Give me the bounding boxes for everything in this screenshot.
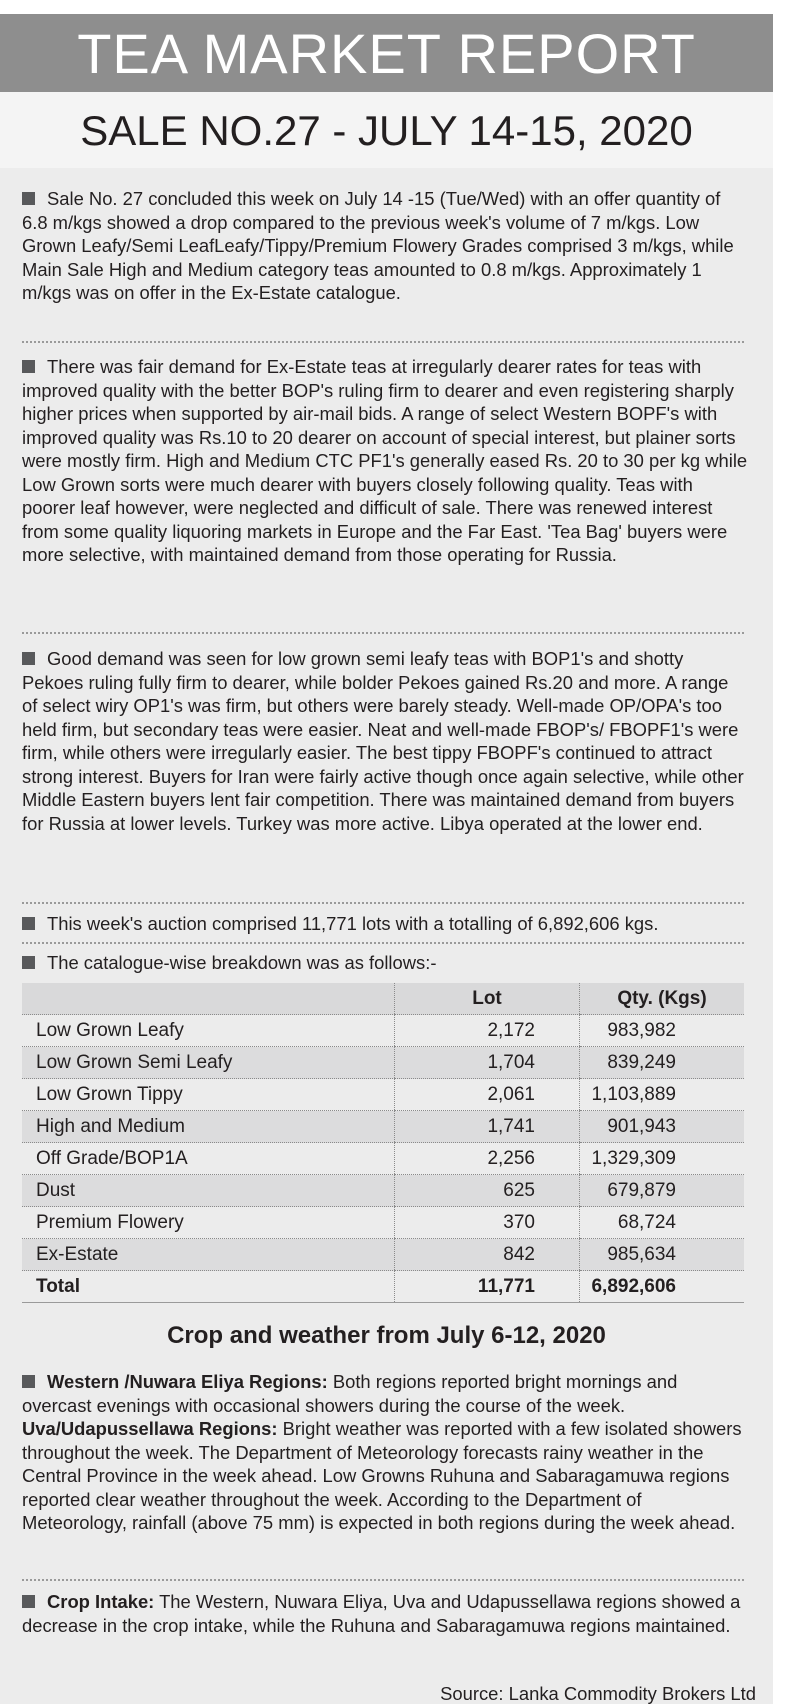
crop-intake-label: Crop Intake: (47, 1591, 155, 1612)
square-bullet-icon (22, 192, 35, 205)
sale-subtitle: SALE NO.27 - JULY 14-15, 2020 (80, 107, 693, 154)
square-bullet-icon (22, 1595, 35, 1608)
table-row: Low Grown Tippy 2,061 1,103,889 (22, 1079, 744, 1111)
dotted-divider (22, 341, 744, 343)
western-region-label: Western /Nuwara Eliya Regions: (47, 1371, 328, 1392)
paragraph-breakdown-intro: The catalogue-wise breakdown was as follows:- (22, 951, 748, 975)
paragraph-crop-intake: Crop Intake: The Western, Nuwara Eliya, Uva and Udapussellawa regions showed a decrease in the crop intake, while the Ruhuna and Sabaragamuwa regions maintained. (22, 1591, 741, 1636)
table-row: Ex-Estate 842 985,634 (22, 1239, 744, 1271)
square-bullet-icon (22, 917, 35, 930)
paragraph-offer: Sale No. 27 concluded this week on July 14 -15 (Tue/Wed) with an offer quantity of 6.8 m/kgs showed a drop compared to the previous week's volume of 7 m/kgs. Low Grown Leafy/Semi LeafLeafy/Tippy/Premium Flowery Grades comprised 3 m/kgs, while Main Sale High and Medium category teas amounted to 0.8 m/kgs. Approximately 1 m/kgs was on offer in the Ex-Estate catalogue. (22, 188, 734, 303)
paragraph-weather: Western /Nuwara Eliya Regions: Both regions reported bright mornings and overcast evenings with occasional showers during the course of the week. Uva/Udapussellawa Regions: Bright weather was reported with a few isolated showers throughout the week. The Department of Meteorology forecasts rainy weather in the Central Province in the week ahead. Low Growns Ruhuna and Sabaragamuwa regions reported clear weather throughout the week. According to the Department of Meteorology, rainfall (above 75 mm) is expected in both regions during the week ahead. (22, 1371, 742, 1533)
square-bullet-icon (22, 360, 35, 373)
crop-weather-heading: Crop and weather from July 6-12, 2020 (167, 1322, 606, 1349)
paragraph-low-grown: Good demand was seen for low grown semi leafy teas with BOP1's and shotty Pekoes ruling fully firm to dearer, while bolder Pekoes gained Rs.20 and more. A range of select wiry OP1's was firm, but others were barely steady. Well-made OP/OPA's too held firm, but secondary teas were easier. Neat and well-made FBOP's/ FBOPF1's were firm, while others were irregularly easier. The best tippy FBOPF's continued to attract strong interest. Buyers for Iran were fairly active though once again selective, while other Middle Eastern buyers lent fair competition. There was maintained demand from buyers for Russia at lower levels. Turkey was more active. Libya operated at the lower end. (22, 648, 744, 834)
square-bullet-icon (22, 1375, 35, 1388)
table-row: Premium Flowery 370 68,724 (22, 1207, 744, 1239)
table-row: Low Grown Semi Leafy 1,704 839,249 (22, 1047, 744, 1079)
column-header-qty: Qty. (Kgs) (580, 983, 745, 1015)
dotted-divider (22, 632, 744, 634)
table-row: High and Medium 1,741 901,943 (22, 1111, 744, 1143)
table-row: Off Grade/BOP1A 2,256 1,329,309 (22, 1143, 744, 1175)
column-header-lot: Lot (395, 983, 580, 1015)
catalogue-breakdown-table (22, 983, 744, 1303)
table-total-row: Total 11,771 6,892,606 (22, 1271, 744, 1303)
report-title: TEA MARKET REPORT (77, 22, 696, 85)
dotted-divider (22, 1579, 744, 1581)
paragraph-auction-summary: This week's auction comprised 11,771 lots with a totalling of 6,892,606 kgs. (22, 912, 748, 936)
paragraph-ex-estate: There was fair demand for Ex-Estate teas at irregularly dearer rates for teas with improved quality with the better BOP's ruling firm to dearer and even registering sharply higher prices when supported by air-mail bids. A range of select Western BOPF's with improved quality was Rs.10 to 20 dearer on account of special interest, but plainer sorts were mostly firm. High and Medium CTC PF1's generally eased Rs. 20 to 30 per kg while Low Grown sorts were much dearer with buyers closely following quality. Teas with poorer leaf however, were neglected and difficult of sale. There was renewed interest from some quality liquoring markets in Europe and the Far East. 'Tea Bag' buyers were more selective, with maintained demand from those operating for Russia. (22, 356, 748, 565)
table-row: Dust 625 679,879 (22, 1175, 744, 1207)
square-bullet-icon (22, 956, 35, 969)
dotted-divider (22, 942, 744, 944)
square-bullet-icon (22, 652, 35, 665)
source-credit: Source: Lanka Commodity Brokers Ltd (440, 1683, 756, 1704)
uva-region-label: Uva/Udapussellawa Regions: (22, 1418, 278, 1439)
table-row: Low Grown Leafy 2,172 983,982 (22, 1015, 744, 1047)
dotted-divider (22, 902, 744, 904)
table-header-row (22, 983, 744, 1015)
